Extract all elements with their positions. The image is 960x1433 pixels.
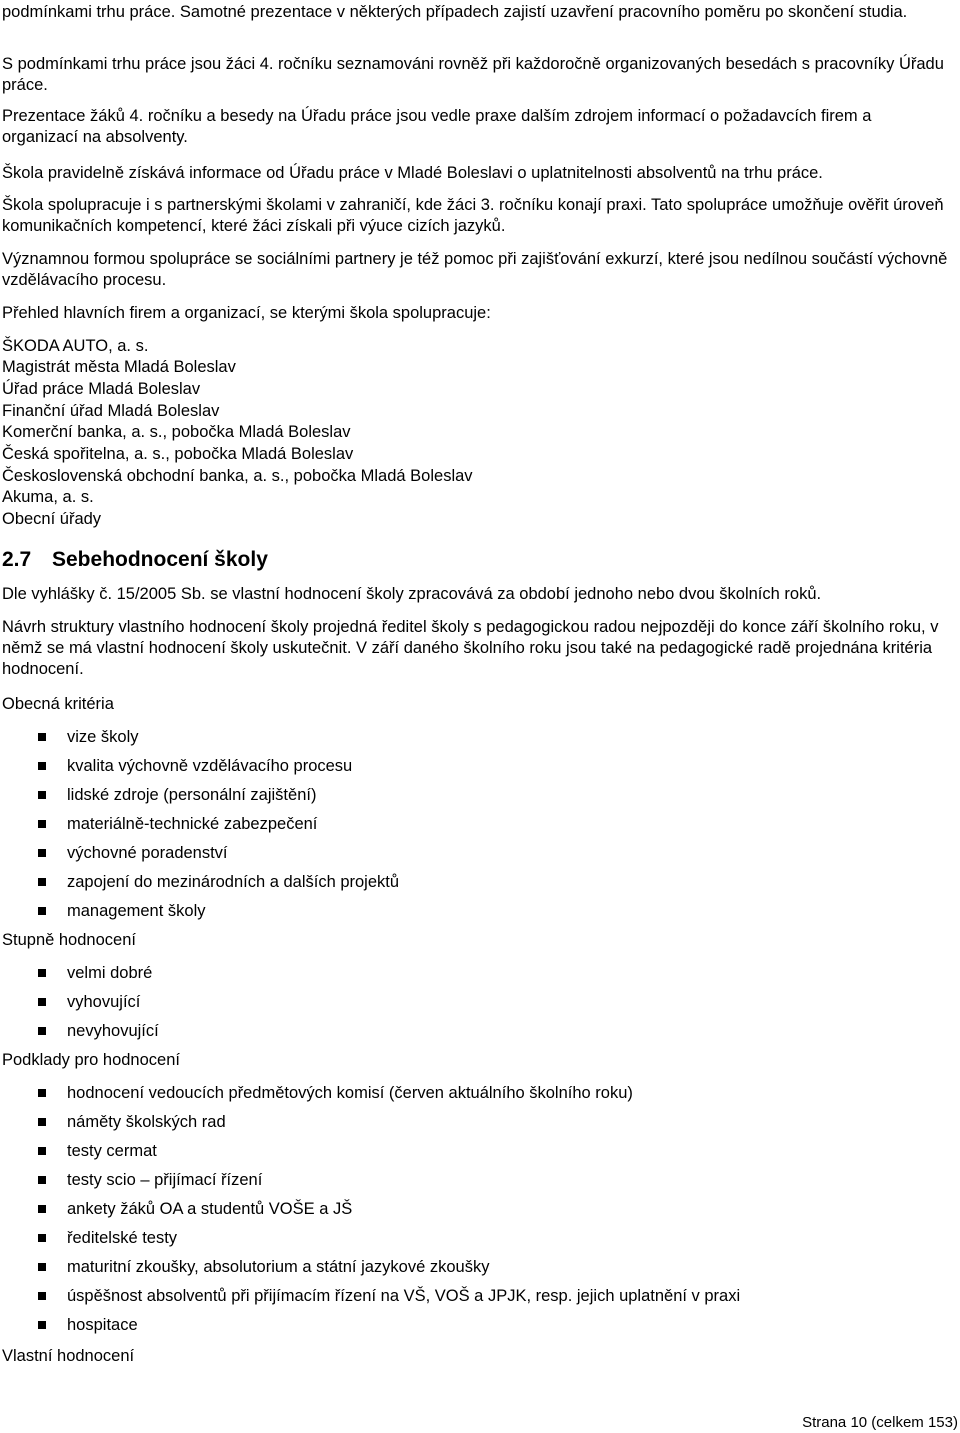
list-item: vyhovující	[67, 993, 141, 1011]
paragraph: Škola pravidelně získává informace od Úřadu práce v Mladé Boleslavi o uplatnitelnosti absolventů na trhu práce.	[2, 164, 823, 182]
bullet-icon	[38, 998, 46, 1006]
section-heading	[2, 546, 268, 574]
list-item: Magistrát města Mladá Boleslav	[2, 358, 236, 376]
list-item: hospitace	[67, 1316, 138, 1334]
list-item: ŠKODA AUTO, a. s.	[2, 337, 149, 355]
paragraph: Prezentace žáků 4. ročníku a besedy na Úřadu práce jsou vedle praxe dalším zdrojem informací o požadavcích firem a organizací na absolventy.	[2, 107, 872, 146]
bullet-icon	[38, 1147, 46, 1155]
own-evaluation-label: Vlastní hodnocení	[2, 1347, 135, 1365]
list-item: úspěšnost absolventů při přijímacím řízení na VŠ, VOŠ a JPJK, resp. jejich uplatnění v praxi	[67, 1287, 741, 1305]
bullet-icon	[38, 733, 46, 741]
bullet-icon	[38, 1176, 46, 1184]
bullet-icon	[38, 820, 46, 828]
bullet-icon	[38, 791, 46, 799]
list-item: maturitní zkoušky, absolutorium a státní jazykové zkoušky	[67, 1258, 490, 1276]
list-item: ředitelské testy	[67, 1229, 178, 1247]
list-item: testy cermat	[67, 1142, 157, 1160]
bullet-icon	[38, 969, 46, 977]
bullet-icon	[38, 1027, 46, 1035]
list-item: kvalita výchovně vzdělávacího procesu	[67, 757, 353, 775]
list-item: ankety žáků OA a studentů VOŠE a JŠ	[67, 1200, 353, 1218]
list-item: výchovné poradenství	[67, 844, 228, 862]
list-item: nevyhovující	[67, 1022, 159, 1040]
paragraph: podmínkami trhu práce. Samotné prezentace v některých případech zajistí uzavření pracovního poměru po skončení studia.	[2, 3, 908, 21]
paragraph: S podmínkami trhu práce jsou žáci 4. ročníku seznamováni rovněž při každoročně organizovaných besedách s pracovníky Úřadu práce.	[2, 55, 944, 94]
list-item: zapojení do mezinárodních a dalších projektů	[67, 873, 400, 891]
paragraph: Přehled hlavních firem a organizací, se kterými škola spolupracuje:	[2, 304, 491, 322]
bullet-icon	[38, 1118, 46, 1126]
list-item: hodnocení vedoucích předmětových komisí (červen aktuálního školního roku)	[67, 1084, 633, 1102]
list-item: Československá obchodní banka, a. s., pobočka Mladá Boleslav	[2, 467, 473, 485]
list-item: Obecní úřady	[2, 510, 102, 528]
paragraph: Škola spolupracuje i s partnerskými školami v zahraničí, kde žáci 3. ročníku konají praxi. Tato spolupráce umožňuje ověřit úroveň komunikačních kompetencí, které žáci získali při výuce cizích jazyků.	[2, 196, 944, 235]
list-item: management školy	[67, 902, 206, 920]
list-item: náměty školských rad	[67, 1113, 226, 1131]
list-item: Česká spořitelna, a. s., pobočka Mladá Boleslav	[2, 445, 354, 463]
sources-label: Podklady pro hodnocení	[2, 1051, 180, 1069]
paragraph: Návrh struktury vlastního hodnocení školy projedná ředitel školy s pedagogickou radou nejpozději do konce září školního roku, v němž se má vlastní hodnocení školy uskutečnit. V září daného školního roku jsou také na pedagogické radě projednána kritéria hodnocení.	[2, 618, 939, 678]
section-number: 2.7	[2, 548, 32, 571]
bullet-icon	[38, 1089, 46, 1097]
list-item: vize školy	[67, 728, 139, 746]
bullet-icon	[38, 907, 46, 915]
list-item: materiálně-technické zabezpečení	[67, 815, 318, 833]
bullet-icon	[38, 1205, 46, 1213]
page-footer: Strana 10 (celkem 153)	[802, 1414, 958, 1431]
bullet-icon	[38, 1292, 46, 1300]
list-item: testy scio – přijímací řízení	[67, 1171, 263, 1189]
bullet-icon	[38, 1263, 46, 1271]
bullet-icon	[38, 1321, 46, 1329]
bullet-icon	[38, 849, 46, 857]
list-item: Finanční úřad Mladá Boleslav	[2, 402, 220, 420]
bullet-icon	[38, 1234, 46, 1242]
bullet-icon	[38, 762, 46, 770]
bullet-icon	[38, 878, 46, 886]
list-item: velmi dobré	[67, 964, 153, 982]
list-item: Akuma, a. s.	[2, 488, 94, 506]
list-item: Komerční banka, a. s., pobočka Mladá Boleslav	[2, 423, 351, 441]
paragraph: Významnou formou spolupráce se sociálními partnery je též pomoc při zajišťování exkurzí, které jsou nedílnou součástí výchovně vzdělávacího procesu.	[2, 250, 948, 289]
list-item: Úřad práce Mladá Boleslav	[2, 380, 201, 398]
criteria-label: Obecná kritéria	[2, 695, 114, 713]
section-title: Sebehodnocení školy	[52, 548, 268, 571]
grades-label: Stupně hodnocení	[2, 931, 136, 949]
paragraph: Dle vyhlášky č. 15/2005 Sb. se vlastní hodnocení školy zpracovává za období jednoho nebo dvou školních roků.	[2, 585, 822, 603]
list-item: lidské zdroje (personální zajištění)	[67, 786, 317, 804]
